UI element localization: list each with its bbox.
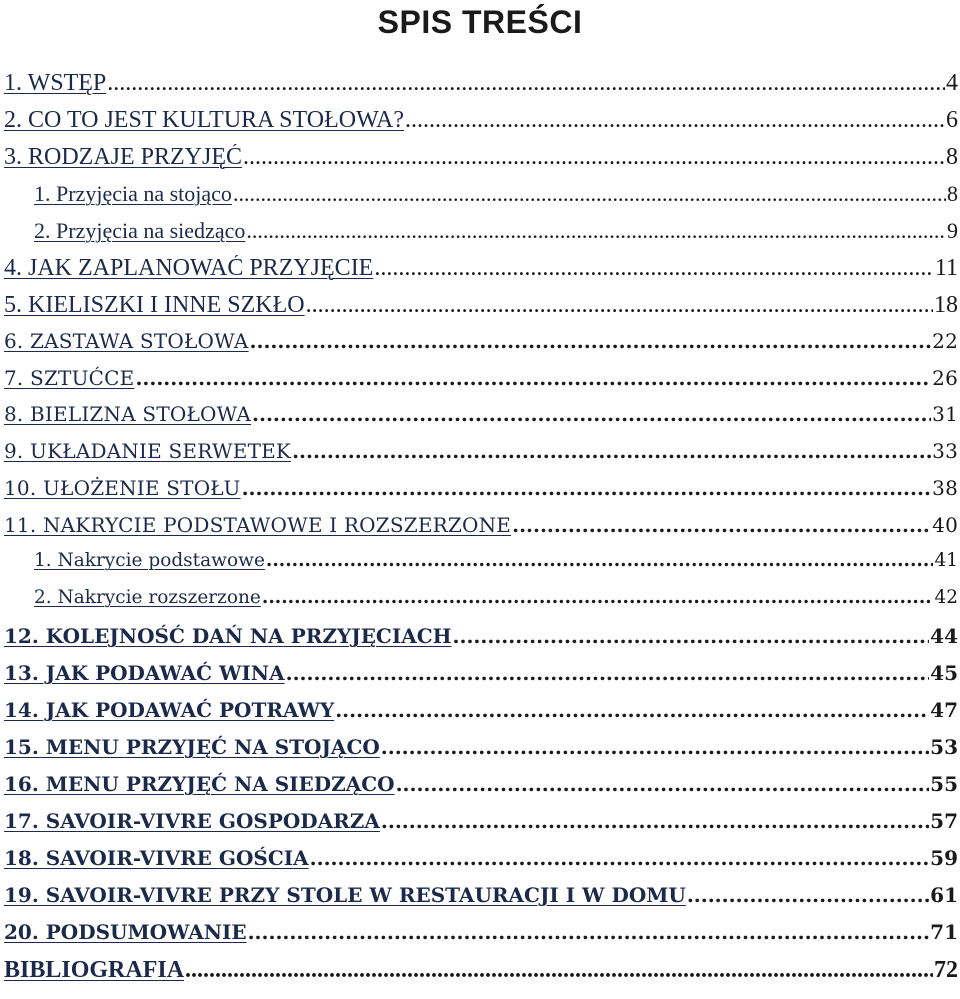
toc-entry-page: 38 bbox=[932, 476, 958, 501]
toc-entry[interactable] bbox=[4, 772, 958, 809]
toc-leader-dots bbox=[266, 550, 934, 571]
toc-leader-dots bbox=[246, 218, 946, 244]
toc-subentry[interactable] bbox=[4, 181, 958, 218]
toc-entry-label[interactable]: 6. ZASTAWA STOŁOWA bbox=[4, 328, 249, 353]
toc-entry[interactable] bbox=[4, 439, 958, 476]
toc-entry[interactable] bbox=[4, 144, 958, 181]
toc-leader-dots bbox=[381, 809, 929, 833]
toc-entry-label[interactable]: 13. JAK PODAWAĆ WINA bbox=[4, 661, 285, 685]
toc-leader-dots bbox=[250, 329, 932, 353]
toc-leader-dots bbox=[107, 70, 945, 97]
toc-entry[interactable] bbox=[4, 513, 958, 550]
toc-leader-dots bbox=[233, 181, 946, 207]
toc-entry-page: 6 bbox=[946, 106, 958, 133]
toc-entry-label[interactable]: 9. UKŁADANIE SERWETEK bbox=[4, 439, 292, 464]
toc-subentry[interactable] bbox=[4, 587, 958, 624]
toc-entry-page: 22 bbox=[932, 328, 958, 353]
toc-entry-label[interactable]: 2. Przyjęcia na siedząco bbox=[34, 217, 246, 243]
toc-entry[interactable] bbox=[4, 920, 958, 957]
toc-entry-label[interactable]: 12. KOLEJNOŚĆ DAŃ NA PRZYJĘCIACH bbox=[4, 624, 452, 649]
toc-entry-page: 8 bbox=[947, 180, 958, 206]
page-title: SPIS TREŚCI bbox=[377, 4, 583, 40]
toc-entry-page: 33 bbox=[932, 439, 958, 464]
toc-entry-page: 44 bbox=[930, 624, 958, 649]
toc-entry-label[interactable]: 2. Nakrycie rozszerzone bbox=[34, 587, 261, 609]
table-of-contents bbox=[4, 70, 958, 993]
toc-entry[interactable] bbox=[4, 476, 958, 513]
toc-entry-label[interactable]: 1. Przyjęcia na stojąco bbox=[34, 180, 232, 206]
toc-entry[interactable] bbox=[4, 957, 958, 994]
toc-leader-dots bbox=[185, 957, 933, 984]
toc-leader-dots bbox=[310, 846, 930, 870]
toc-entry-page: 4 bbox=[946, 70, 958, 96]
toc-entry-label[interactable]: 10. UŁOŻENIE STOŁU bbox=[4, 476, 241, 501]
toc-entry-label[interactable]: 8. BIELIZNA STOŁOWA bbox=[4, 402, 252, 427]
toc-entry-page: 40 bbox=[932, 513, 958, 538]
toc-entry[interactable] bbox=[4, 809, 958, 846]
toc-leader-dots bbox=[242, 476, 932, 500]
toc-entry-page: 26 bbox=[932, 365, 958, 390]
toc-leader-dots bbox=[248, 920, 930, 944]
toc-entry[interactable] bbox=[4, 698, 958, 735]
toc-leader-dots bbox=[405, 107, 945, 134]
toc-subentry[interactable] bbox=[4, 550, 958, 587]
toc-entry-page: 9 bbox=[947, 217, 958, 243]
toc-entry-page: 72 bbox=[934, 956, 958, 983]
toc-entry-page: 18 bbox=[934, 291, 958, 318]
toc-entry-label[interactable]: 18. SAVOIR-VIVRE GOŚCIA bbox=[4, 845, 309, 870]
toc-entry[interactable] bbox=[4, 107, 958, 144]
toc-entry-label[interactable]: 16. MENU PRZYJĘĆ NA SIEDZĄCO bbox=[4, 771, 395, 796]
toc-entry-label[interactable]: 4. JAK ZAPLANOWAĆ PRZYJĘCIE bbox=[4, 254, 374, 281]
toc-leader-dots bbox=[335, 698, 929, 722]
toc-leader-dots bbox=[243, 144, 945, 171]
toc-entry[interactable] bbox=[4, 255, 958, 292]
toc-entry-page: 41 bbox=[934, 550, 958, 572]
toc-entry-label[interactable]: 1. WSTĘP bbox=[4, 70, 107, 96]
toc-entry[interactable] bbox=[4, 70, 958, 107]
toc-entry-label[interactable]: 5. KIELISZKI I INNE SZKŁO bbox=[4, 291, 305, 318]
toc-entry-page: 53 bbox=[930, 734, 958, 759]
toc-entry-page: 42 bbox=[934, 587, 958, 609]
toc-leader-dots bbox=[262, 587, 934, 608]
toc-leader-dots bbox=[512, 513, 931, 537]
toc-entry-page: 47 bbox=[930, 697, 958, 722]
toc-entry[interactable] bbox=[4, 624, 958, 661]
toc-entry-page: 8 bbox=[946, 143, 958, 170]
toc-leader-dots bbox=[292, 439, 931, 463]
toc-entry-label[interactable]: 2. CO TO JEST KULTURA STOŁOWA? bbox=[4, 106, 405, 133]
toc-entry-label[interactable]: 11. NAKRYCIE PODSTAWOWE I ROZSZERZONE bbox=[4, 513, 512, 538]
toc-leader-dots bbox=[396, 772, 930, 796]
toc-leader-dots bbox=[252, 402, 931, 426]
toc-entry-label[interactable]: BIBLIOGRAFIA bbox=[4, 956, 185, 983]
toc-leader-dots bbox=[687, 883, 929, 907]
toc-entry-label[interactable]: 17. SAVOIR-VIVRE GOSPODARZA bbox=[4, 808, 380, 833]
toc-leader-dots bbox=[374, 255, 934, 282]
toc-entry-label[interactable]: 19. SAVOIR-VIVRE PRZY STOLE W RESTAURACJI I W DOMU bbox=[4, 882, 686, 907]
toc-entry-page: 31 bbox=[932, 402, 958, 427]
toc-entry[interactable] bbox=[4, 292, 958, 329]
toc-entry-label[interactable]: 7. SZTUĆCE bbox=[4, 365, 135, 390]
toc-entry[interactable] bbox=[4, 366, 958, 403]
toc-entry-label[interactable]: 3. RODZAJE PRZYJĘĆ bbox=[4, 143, 243, 170]
toc-entry-page: 71 bbox=[930, 919, 958, 944]
toc-entry-page: 55 bbox=[930, 771, 958, 796]
toc-entry-page: 59 bbox=[930, 845, 958, 870]
toc-leader-dots bbox=[381, 735, 929, 759]
toc-leader-dots bbox=[306, 292, 933, 319]
toc-entry[interactable] bbox=[4, 846, 958, 883]
toc-entry[interactable] bbox=[4, 329, 958, 366]
toc-entry-page: 57 bbox=[930, 808, 958, 833]
toc-leader-dots bbox=[135, 366, 931, 390]
toc-entry-page: 11 bbox=[934, 254, 958, 281]
toc-leader-dots bbox=[453, 624, 930, 648]
toc-entry-label[interactable]: 14. JAK PODAWAĆ POTRAWY bbox=[4, 697, 335, 722]
toc-entry-label[interactable]: 1. Nakrycie podstawowe bbox=[34, 550, 265, 572]
toc-entry[interactable] bbox=[4, 402, 958, 439]
toc-entry-label[interactable]: 15. MENU PRZYJĘĆ NA STOJĄCO bbox=[4, 734, 380, 759]
toc-entry[interactable] bbox=[4, 883, 958, 920]
toc-subentry[interactable] bbox=[4, 218, 958, 255]
toc-entry-label[interactable]: 20. PODSUMOWANIE bbox=[4, 919, 247, 944]
toc-entry[interactable] bbox=[4, 661, 958, 698]
toc-entry-page: 45 bbox=[930, 661, 958, 685]
toc-entry-page: 61 bbox=[930, 882, 958, 907]
toc-entry[interactable] bbox=[4, 735, 958, 772]
toc-leader-dots bbox=[286, 661, 930, 685]
